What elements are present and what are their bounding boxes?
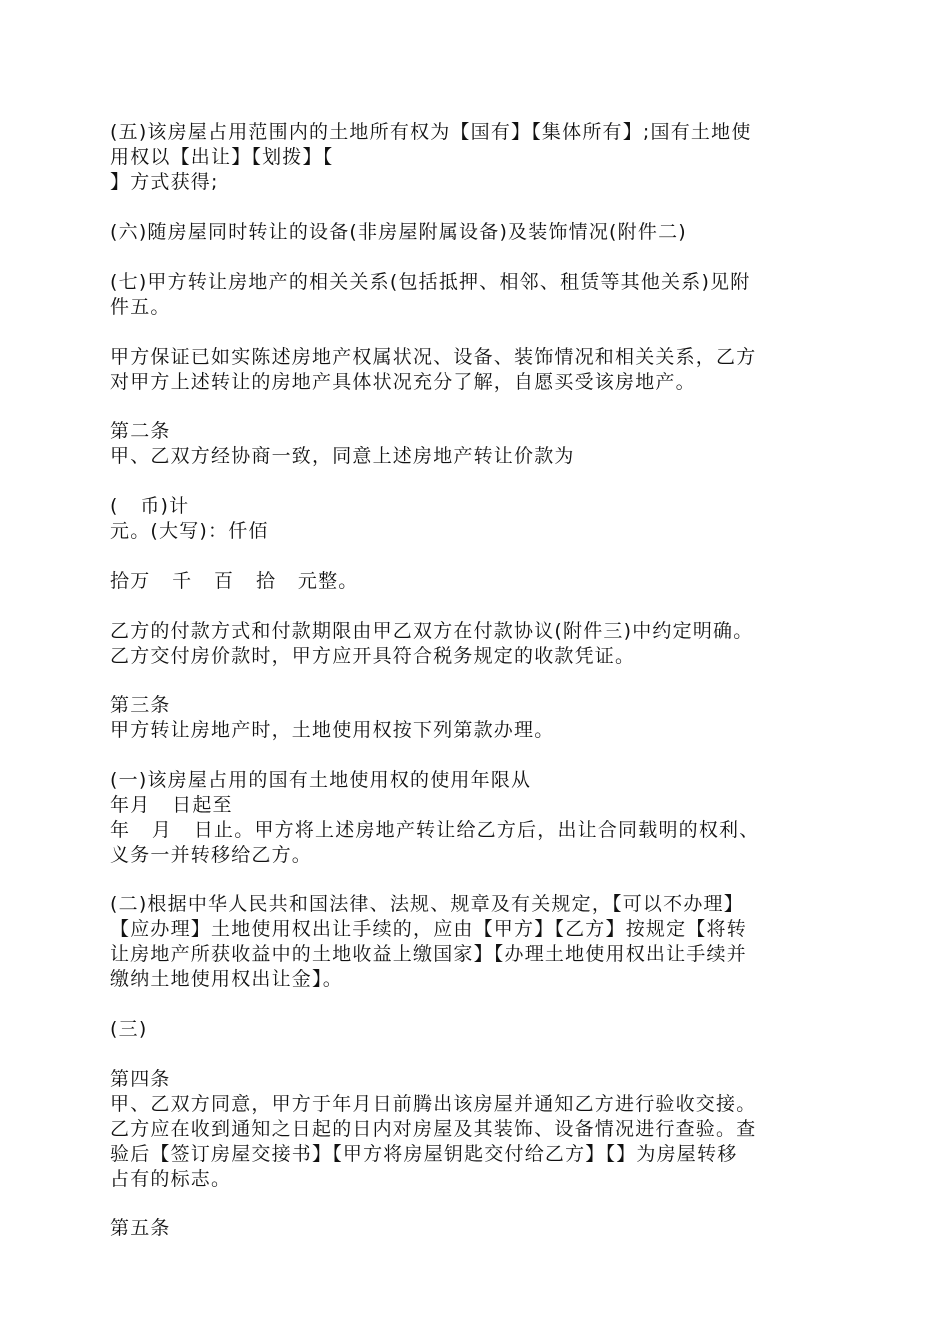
text-line: 年月 日起至 bbox=[110, 794, 233, 816]
text-line: 乙方交付房价款时，甲方应开具符合税务规定的收款凭证。 bbox=[110, 645, 636, 667]
text-line: 验后【签订房屋交接书】【甲方将房屋钥匙交付给乙方】【】为房屋转移 bbox=[110, 1143, 738, 1165]
article-3 bbox=[110, 693, 845, 743]
text-line: (二)根据中华人民共和国法律、法规、规章及有关规定，【可以不办理】 bbox=[110, 893, 744, 915]
article-heading: 第四条 bbox=[110, 1068, 171, 1090]
text-line: 甲方保证已如实陈述房地产权属状况、设备、装饰情况和相关关系，乙方 bbox=[110, 346, 757, 368]
paragraph-guarantee bbox=[110, 345, 845, 395]
text-line: 甲方转让房地产时，土地使用权按下列第款办理。 bbox=[110, 719, 555, 741]
text-line: 用权以【出让】【划拨】【 bbox=[110, 146, 334, 168]
paragraph-land-term bbox=[110, 768, 845, 868]
paragraph-land-ownership bbox=[110, 120, 845, 195]
text-line: 占有的标志。 bbox=[110, 1168, 232, 1190]
article-2 bbox=[110, 419, 845, 469]
text-line: 甲、乙双方同意，甲方于年月日前腾出该房屋并通知乙方进行验收交接。 bbox=[110, 1093, 757, 1115]
text-line: 件五。 bbox=[110, 296, 171, 318]
text-line: (三) bbox=[110, 1018, 148, 1040]
paragraph-item-3 bbox=[110, 1017, 845, 1042]
paragraph-relations bbox=[110, 270, 845, 320]
article-4 bbox=[110, 1067, 845, 1192]
text-line: 拾万 千 百 拾 元整。 bbox=[110, 570, 359, 592]
text-line: 乙方应在收到通知之日起的日内对房屋及其装饰、设备情况进行查验。查 bbox=[110, 1118, 757, 1140]
text-line: 元。(大写)：仟佰 bbox=[110, 520, 269, 542]
text-line: 【应办理】土地使用权出让手续的，应由【甲方】【乙方】按规定【将转 bbox=[110, 918, 747, 940]
paragraph-payment bbox=[110, 619, 845, 669]
text-line: (五)该房屋占用范围内的土地所有权为【国有】【集体所有】;国有土地使 bbox=[110, 121, 752, 143]
paragraph-amount-words bbox=[110, 569, 845, 594]
text-line: (六)随房屋同时转让的设备(非房屋附属设备)及装饰情况(附件二) bbox=[110, 221, 687, 243]
paragraph-transfer-procedure bbox=[110, 892, 845, 992]
text-line: 对甲方上述转让的房地产具体状况充分了解，自愿买受该房地产。 bbox=[110, 371, 696, 393]
text-line: 甲、乙双方经协商一致，同意上述房地产转让价款为 bbox=[110, 445, 575, 467]
text-line: 】方式获得; bbox=[110, 171, 219, 193]
text-line: 乙方的付款方式和付款期限由甲乙双方在付款协议(附件三)中约定明确。 bbox=[110, 620, 754, 642]
text-line: 义务一并转移给乙方。 bbox=[110, 844, 313, 866]
article-heading: 第二条 bbox=[110, 420, 171, 442]
article-heading: 第五条 bbox=[110, 1217, 171, 1239]
text-line: (一)该房屋占用的国有土地使用权的使用年限从 bbox=[110, 769, 532, 791]
paragraph-equipment bbox=[110, 220, 845, 245]
text-line: ( 币)计 bbox=[110, 495, 190, 517]
paragraph-currency bbox=[110, 494, 845, 544]
text-line: (七)甲方转让房地产的相关关系(包括抵押、相邻、租赁等其他关系)见附 bbox=[110, 271, 751, 293]
text-line: 让房地产所获收益中的土地收益上缴国家】【办理土地使用权出让手续并 bbox=[110, 943, 747, 965]
article-5 bbox=[110, 1216, 845, 1241]
text-line: 缴纳土地使用权出让金】。 bbox=[110, 968, 343, 990]
article-heading: 第三条 bbox=[110, 694, 171, 716]
text-line: 年 月 日止。甲方将上述房地产转让给乙方后，出让合同载明的权利、 bbox=[110, 819, 760, 841]
